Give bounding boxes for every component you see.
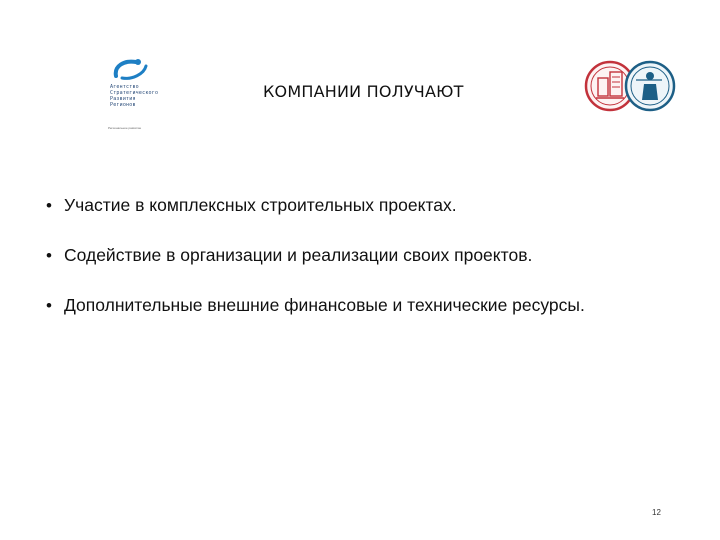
bullet-dot: • — [46, 296, 52, 315]
bullet-dot: • — [46, 246, 52, 265]
agency-logo-text — [110, 84, 159, 108]
agency-logo-line: Регионов — [110, 102, 136, 108]
bullet-text: Участие в комплексных строительных проектах. — [64, 195, 457, 215]
partner-emblems — [584, 60, 676, 112]
agency-logo-line: Агентство — [110, 84, 139, 90]
swoosh-icon — [108, 56, 154, 84]
slide-title: КОМПАНИИ ПОЛУЧАЮТ — [263, 82, 464, 101]
agency-logo-line: Развития — [110, 96, 136, 102]
bullet-list — [46, 196, 666, 346]
agency-logo-tagline: Региональное развитие — [108, 126, 142, 130]
blue-emblem-icon — [626, 62, 674, 110]
bullet-item — [46, 196, 666, 215]
bullet-text: Содействие в организации и реализации своих проектов. — [64, 245, 533, 265]
bullet-item — [46, 296, 624, 315]
agency-logo — [108, 56, 159, 130]
agency-logo-line: Стратегического — [110, 90, 159, 96]
bullet-item — [46, 246, 666, 265]
page-number: 12 — [652, 508, 661, 517]
bullet-text: Дополнительные внешние финансовые и технические ресурсы. — [64, 295, 585, 315]
bullet-dot: • — [46, 196, 52, 215]
